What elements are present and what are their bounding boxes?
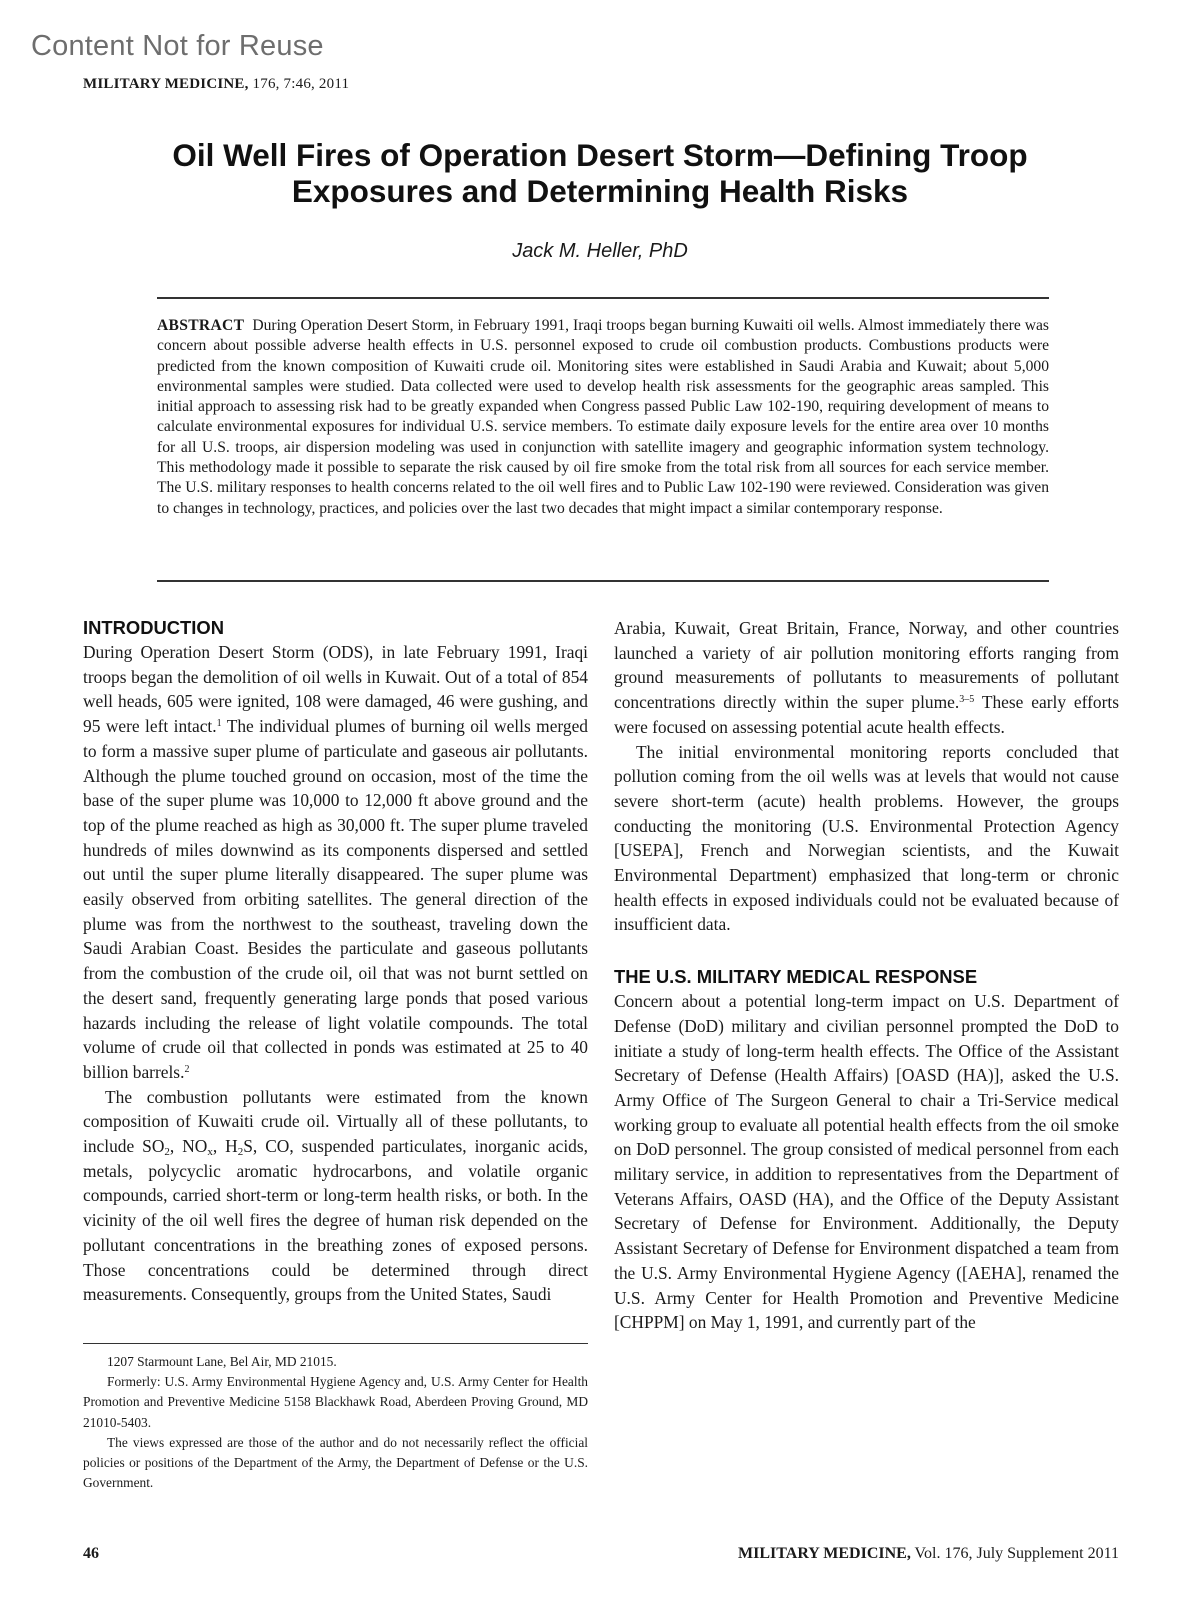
article-title: Oil Well Fires of Operation Desert Storm—Defining Troop Exposures and Determining Health Risks <box>172 137 1028 209</box>
reference-2: 2 <box>184 1063 190 1075</box>
watermark: Content Not for Reuse <box>31 30 324 62</box>
introduction-paragraph-2-start: The combustion pollutants were estimated from the known composition of Kuwaiti crude oil. Virtually all of these pollutants, to include $SO_2$, $NO_x$, $H_2S$, CO, suspended particulates, inorganic acids, metals, polycyclic aromatic hydrocarbons, and volatile organic compounds, carried short-term or long-term health risks, or both. In the vicinity of the oil well fires the degree of human risk depended on the pollutant concentrations in the breathing zones of exposed persons. Those concentrations could be determined through direct measurements. Consequently, groups from the United States, Saudi <box>83 1086 588 1305</box>
footer-journal: MILITARY MEDICINE, <box>738 1545 911 1562</box>
reference-1: 1 <box>216 718 222 730</box>
page-number: 46 <box>83 1545 99 1562</box>
reference-3-5: 3–5 <box>959 694 975 706</box>
medical-response-paragraph-1: Concern about a potential long-term impact on U.S. Department of Defense (DoD) military and civilian personnel prompted the DoD to initiate a study of long-term health effects. The Office of the Assistant Secretary of Defense (Health Affairs) [OASD (HA)], asked the U.S. Army Office of The Surgeon General to chair a Tri-Service medical working group to evaluate all potential health effects from the oil smoke on DoD personnel. The group consisted of medical personnel from each military service, in addition to representatives from the Department of Veterans Affairs, OASD (HA), and the Office of the Deputy Assistant Secretary of Defense for Environment. Additionally, the Deputy Assistant Secretary of Defense for Environment dispatched a team from the U.S. Army Environmental Hygiene Agency ([AEHA], renamed the U.S. Army Center for Health Promotion and Preventive Medicine [CHPPM] on May 1, 1991, and currently part of the <box>614 991 1119 1333</box>
article-author: Jack M. Heller, PhD <box>512 240 688 262</box>
abstract-top-rule <box>157 297 1049 299</box>
introduction-paragraph-3: The initial environmental monitoring reports concluded that pollution coming from the oil wells was at levels that would not cause severe short-term (acute) health problems. However, the groups conducting the monitoring (U.S. Environmental Protection Agency [USEPA], French and Norwegian scientists, and the Kuwait Environmental Department) emphasized that long-term or chronic health effects in exposed individuals could not be evaluated because of insufficient data. <box>614 741 1119 935</box>
introduction-paragraph-2: Arabia, Kuwait, Great Britain, France, Norway, and other countries launched a variety of air pollution monitoring efforts ranging from ground measurements of pollutants to measurements of pollutant concentrations directly within the super plume.$^{3-5}$ These early efforts were focused on assessing potential acute health effects. <box>614 618 1119 737</box>
abstract-text: During Operation Desert Storm, in February 1991, Iraqi troops began burning Kuwaiti oil wells. Almost immediately there was concern about possible adverse health effects in U.S. personnel exposed to crude oil combustion products. Combustions products were predicted from the known composition of Kuwaiti crude oil. Monitoring sites were established in Saudi Arabia and Kuwait; about 5,000 environmental samples were studied. Data collected were used to develop health risk assessments for the geographic areas sampled. This initial approach to assessing risk had to be greatly expanded when Congress passed Public Law 102-190, requiring development of means to calculate environmental exposures for individual U.S. service members. To estimate daily exposure levels for the entire area over 10 months for all U.S. troops, air dispersion modeling was used in conjunction with satellite imagery and geographic information system technology. This methodology made it possible to separate the risk caused by oil fire smoke from the total risk from all sources for each service member. The U.S. military responses to health concerns related to the oil well fires and to Public Law 102-190 were reviewed. Consideration was given to changes in technology, practices, and policies over the last two decades that might impact a similar contemporary response. <box>157 317 1049 517</box>
abstract-bottom-rule <box>157 580 1049 582</box>
running-head-citation: 176, 7:46, 2011 <box>252 76 350 92</box>
page-footer <box>738 1545 1119 1563</box>
abstract-label: ABSTRACT <box>157 317 245 334</box>
footer-issue: Vol. 176, July Supplement 2011 <box>914 1545 1119 1562</box>
introduction-paragraph-1: During Operation Desert Storm (ODS), in late February 1991, Iraqi troops began the demolition of oil wells in Kuwait. Out of a total of 854 well heads, 605 were ignited, 108 were damaged, 46 were gushing, and 95 were left intact.$^1$ The individual plumes of burning oil wells merged to form a massive super plume of particulate and gaseous air pollutants. Although the plume touched ground on occasion, most of the time the base of the super plume was 10,000 to 12,000 ft above ground and the top of the plume reached as high as 30,000 ft. The super plume traveled hundreds of miles downwind as its components dispersed and settled out until the super plume literally disappeared. The super plume was easily observed from orbiting satellites. The general direction of the plume was from the northwest to the southeast, traveling down the Saudi Arabian Coast. Besides the particulate and gaseous pollutants from the combustion of the crude oil, oil that was not burnt settled on the desert sand, frequently generating large ponds that posed various hazards including the release of light volatile compounds. The total volume of crude oil that collected in ponds was estimated at 25 to 40 billion barrels.$^2$ <box>83 642 588 1082</box>
footnote-disclaimer: The views expressed are those of the author and do not necessarily reflect the official policies or positions of the Department of the Army, the Department of Defense or the U.S. Government. <box>83 1434 588 1491</box>
right-column <box>614 616 1119 1335</box>
footnote-address: 1207 Starmount Lane, Bel Air, MD 21015. <box>107 1354 337 1369</box>
medical-response-heading: THE U.S. MILITARY MEDICAL RESPONSE <box>614 966 978 988</box>
left-column <box>83 616 588 1307</box>
introduction-heading: INTRODUCTION <box>83 617 224 638</box>
abstract <box>157 316 1049 519</box>
running-head <box>83 76 349 93</box>
footnotes <box>83 1343 588 1493</box>
running-head-journal: MILITARY MEDICINE, <box>83 76 249 92</box>
footnote-affiliation: Formerly: U.S. Army Environmental Hygiene Agency and, U.S. Army Center for Health Promotion and Preventive Medicine 5158 Blackhawk Road, Aberdeen Proving Ground, MD 21010-5403. <box>83 1374 588 1430</box>
